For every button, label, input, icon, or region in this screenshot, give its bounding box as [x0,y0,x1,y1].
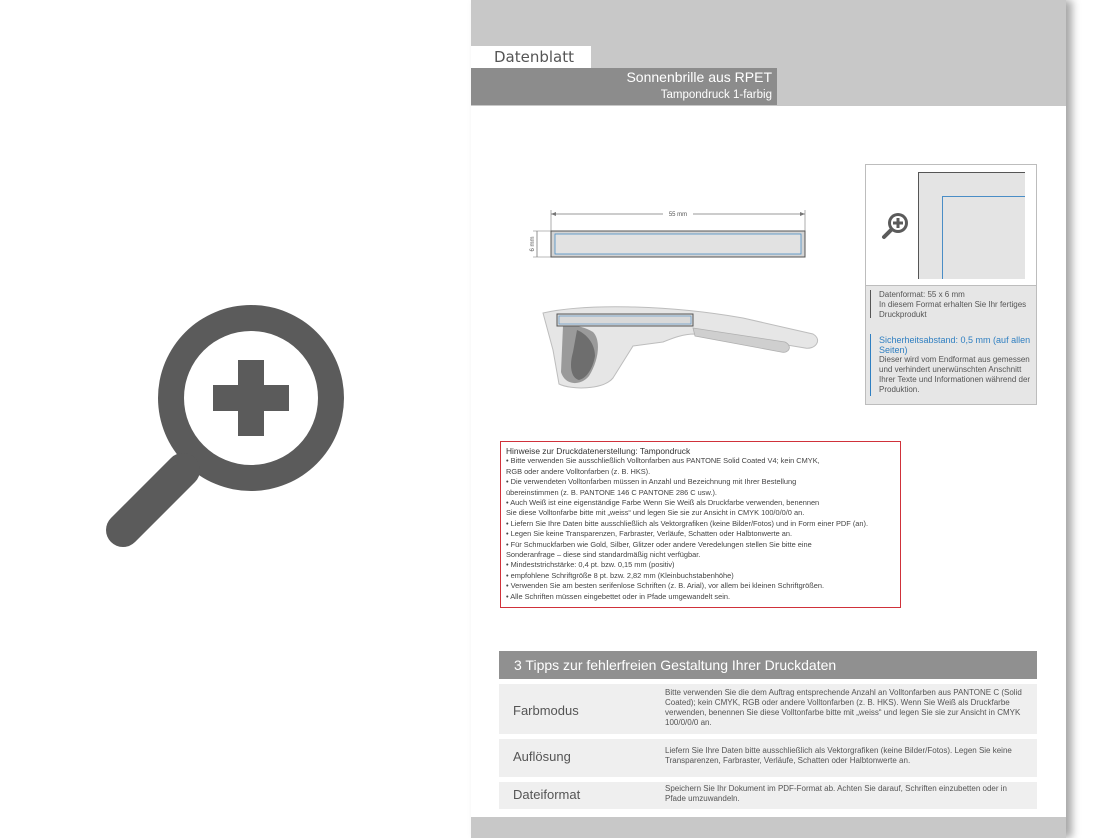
print-area-drawing [523,200,823,400]
bottom-band [471,817,1066,838]
notes-title: Hinweise zur Druckdatenerstellung: Tampondruck [506,446,691,456]
notes-line: • Auch Weiß ist eine eigenständige Farbe Wenn Sie Weiß als Druckfarbe verwenden, benennen [506,498,820,508]
safe-distance-title: Sicherheitsabstand: 0,5 mm (auf allen Seiten) [879,335,1031,355]
product-title-box [471,68,777,105]
print-notes-box [500,441,901,608]
notes-line: Sonderanfrage – diese sind standardmäßig nicht verfügbar. [506,550,701,560]
safe-area-line [942,196,1025,279]
notes-line: übereinstimmen (z. B. PANTONE 146 C PANTONE 286 C usw.). [506,487,717,497]
format-info-box [865,164,1037,405]
tip-name: Dateiformat [513,787,581,802]
product-title: Sonnenbrille aus RPET [626,69,772,85]
datasheet-page [471,0,1066,838]
notes-line: • empfohlene Schriftgröße 8 pt. bzw. 2,82 mm (Kleinbuchstabenhöhe) [506,570,734,580]
notes-line: • Verwenden Sie am besten serifenlose Schriften (z. B. Arial), vor allem bei kleinen Schriftgrößen. [506,581,825,591]
tip-text: Bitte verwenden Sie die dem Auftrag entsprechende Anzahl an Volltonfarben aus PANTONE C (Solid Coated); kein CMYK, RGB oder andere Volltonfarben (z. B. HKS). Wenn Sie Weiß als Druckfarbe verwenden, benennen Sie diese Volltonfarbe bitte mit „weiss“ und legen Sie sie zur Ansicht in CMYK 100/0/0/0 an. [665,688,1022,727]
notes-line: RGB oder andere Volltonfarben (z. B. HKS). [506,466,651,476]
tip-text: Speichern Sie Ihr Dokument im PDF-Format ab. Achten Sie darauf, Schriften einzubetten oder in Pfade umzuwandeln. [665,784,1007,803]
tip-row-color-mode [499,684,1037,734]
zoom-in-icon[interactable] [105,298,355,548]
tip-name: Auflösung [513,749,571,764]
zoom-in-icon[interactable] [880,212,910,242]
tip-row-file-format [499,782,1037,809]
notes-line: • Die verwendeten Volltonfarben müssen in Anzahl und Bezeichnung mit Ihrer Bestellung [506,477,797,487]
width-dimension: 55 mm [668,212,688,218]
tip-name: Farbmodus [513,703,579,718]
tip-row-resolution [499,739,1037,777]
notes-line: • Für Schmuckfarben wie Gold, Silber, Glitzer oder andere Veredelungen stellen Sie bitte eine [506,539,812,549]
format-preview [866,165,1036,286]
tips-heading: 3 Tipps zur fehlerfreien Gestaltung Ihrer Druckdaten [499,651,1037,679]
format-info [870,290,1034,395]
safe-distance-text: Dieser wird vom Endformat aus gemessen und verhindert unerwünschten Anschnitt Ihrer Texte und Informationen während der Produktion. [879,355,1031,394]
notes-line: Sie diese Volltonfarbe bitte mit „weiss“ und legen Sie sie zur Ansicht in CMYK 100/0/0/0 an. [506,508,805,518]
notes-line: • Legen Sie keine Transparenzen, Farbraster, Verläufe, Schatten oder Halbtonwerte an. [506,529,793,539]
notes-line: • Liefern Sie Ihre Daten bitte ausschließlich als Vektorgrafiken (keine Bilder/Fotos) und in Form einer PDF (an). [506,518,869,528]
height-dimension: 6 mm [530,236,536,252]
notes-line: • Bitte verwenden Sie ausschließlich Volltonfarben aus PANTONE Solid Coated V4; kein CMYK, [506,456,820,466]
print-method: Tampondruck 1-farbig [660,89,772,101]
notes-line: • Mindeststrichstärke: 0,4 pt. bzw. 0,15 mm (positiv) [506,560,675,570]
top-band [471,0,1066,46]
datasheet-label: Datenblatt [471,46,591,68]
format-title: Datenformat: 55 x 6 mm [879,290,965,299]
format-text: In diesem Format erhalten Sie Ihr fertiges Druckprodukt [879,300,1027,319]
tip-text: Liefern Sie Ihre Daten bitte ausschließlich als Vektorgrafiken (keine Bilder/Fotos). Legen Sie keine Transparenzen, Farbraster, Verläufe, Schatten oder Halbtonwerte an. [665,746,1012,765]
notes-line: • Alle Schriften müssen eingebettet oder in Pfade umgewandelt sein. [506,591,731,601]
